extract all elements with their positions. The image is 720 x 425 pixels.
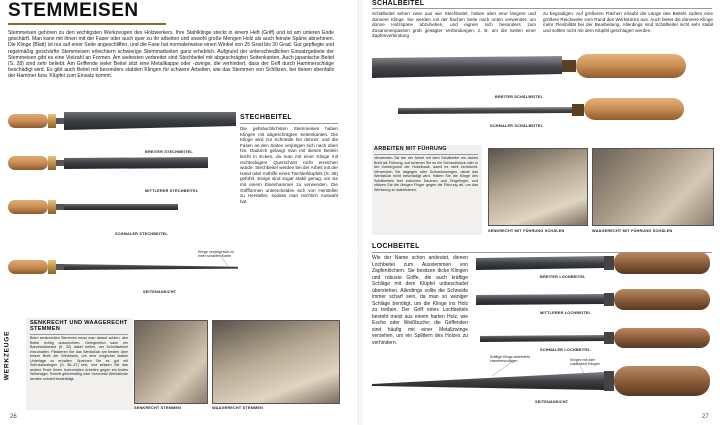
caption-medium-lochbeitel: MITTLERER LOCHBEITEL — [540, 311, 592, 315]
page-number-right: 27 — [702, 414, 709, 420]
label-narrow-stechbeitel: SCHMALER STECHBEITEL — [115, 232, 168, 236]
schaelbeitel-illustration — [372, 52, 712, 132]
schaelbeitel-text-1: Schälbeitel sehen zwar aus wie Stechbeitel, haben aber eine längere und dünnere Klinge. Sie werden mit der flachen Seite nach unten verwendet, um dünne Holzspäne abzuheben, und eignen sich besonders zum Zusammenpassen grob gesägter Verbindungen, z. B. um die Seiten einer Zapfenverbindung — [372, 11, 536, 39]
photo-senkrecht-fuehrung — [488, 148, 588, 226]
annotation-klingen: Klingen mit oder zusätzliche Klingen — [570, 358, 600, 367]
caption-wide-schaelbeitel: BREITER SCHÄLBEITEL — [495, 95, 544, 99]
photo-waagerecht-stemmen — [212, 320, 340, 404]
stechbeitel-rule — [240, 123, 338, 124]
narrow-schaelbeitel — [398, 98, 684, 120]
intro-text: Stemmeisen gehören zu den wichtigsten Werkzeugen des Holzwerkers. Ihre Stahlklinge steckt in einem Heft (Griff) und ist am unteren Ende geschärft. Man kann mit ihnen mit der Faser oder auch quer zu ihr arbeiten und sowohl große Mengen Holz als auch feinste Späne abnehmen. Die Klinge (Blatt) ist nur auf einer Seite angeschliffen, und die Fase hat normalerweise einen Winkel von 25 Grad bis 30 Grad. Gut gepflegte und regelmäßig geschärfte Stemmeisen erleichtern schwierige Stemmarbeiten ganz erheblich. Aufgrund der unterschiedlichen Einsatzgebiete der Stemmeisen gibt es eine Vielzahl an Formen. Am weitesten verbreitet sind Stechbeitel mit abgeschrägten Seitenkanten. Auch japanische Beitel (S. 28) sind sehr beliebt. Am Griffende vieler Beitel sitzt eine Metallkappe oder -zwinge, die verhindert, dass der Griff durch Hammerschläge beschädigt wird. Es gibt auch Beitel mit besonders stabilen Klingen für schwere Arbeiten, wie das Stemmen von Schlitzen, bei denen ebenfalls der Hammer bzw. Klüpfel zum Einsatz kommt. — [8, 30, 334, 80]
narrow-chisel — [8, 200, 178, 214]
senkrecht-heading: SENKRECHT UND WAAGERECHT STEMMEN — [30, 320, 128, 333]
senkrecht-rule — [30, 334, 128, 335]
annotation-kraeftige-klinge: Kräftige Klinge widersteht Hammerschlägen — [490, 355, 530, 364]
narrow-lochbeitel — [480, 328, 710, 348]
schaelbeitel-text-2: zu begradigen. Auf größeren Flächen erlaubt die Länge des Beitels zudem eine größere Reichweite vom Rand des Werkstücks aus. Auch bietet die dünnere Klinge mehr Flexibilität bei der Bearbeitung. Allerdings sind Schälbeitel nicht sehr stabil und sollten nicht mit dem Klüpfel geschlagen werden. — [543, 11, 713, 33]
lochbeitel-text: Wie der Name schon andeutet, dienen Lochbeitel zum Ausstemmen von Zapfenlöchern. Sie besitzen dicke Klingen und robuste Griffe, die auch kräftige Schläge mit dem Klüpfel unbeschadet überstehen. Allerdings sollte die Schneide immer scharf sein, da man so weniger Schläge benötigt, um die Klinge ins Holz zu treiben. Der Griff eines Lochbeitels besteht meist aus einem harten Holz, wie Esche oder Weißbuche; die Griffenden sind häufig mit einer Metallzwinge versehen, um ein Splittern des Holzes zu verhindern. — [372, 255, 468, 346]
lochbeitel-heading: LOCHBEITEL — [372, 243, 420, 250]
title-rule — [8, 23, 166, 25]
schaelbeitel-heading: SCHÄLBEITEL — [372, 0, 425, 7]
schaelbeitel-rule — [372, 8, 712, 9]
photo-waagerecht-fuehrung — [592, 148, 714, 226]
fuehrung-text: Verwenden Sie bei der Arbeit mit dem Schälbeitel ein dickes Brett als Führung, auf schenen Sie es ein Schraubstock oder in der Vordergrund der Hobelbank, damit es nicht verrutscht. Verwenden Sie dagegen oder Schraubzwingen, damit das Werkstück nicht beschädigt wird. Halten Sie die Klinge des Schälbeitels fest zwischen Daumen und Zeigefinger, und stützen Sie die übrigen Finger gegen die Führung ab, um das Werkzeug zu stabilisieren. — [374, 156, 478, 192]
page-number-left: 26 — [10, 414, 17, 420]
caption-wide-lochbeitel: BREITER LOCHBEITEL — [540, 275, 586, 279]
fuehrung-heading: ARBEITEN MIT FÜHRUNG — [374, 146, 447, 152]
caption-senkrecht-fuehrung: SENKRECHT MIT FÜHRUNG SCHÄLEN — [488, 229, 565, 233]
caption-narrow-schaelbeitel: SCHMALER SCHÄLBEITEL — [490, 124, 544, 128]
wide-chisel — [8, 112, 236, 130]
lochbeitel-illustration — [372, 250, 712, 410]
medium-chisel — [8, 156, 208, 170]
section-tab-label: WERKZEUGE — [3, 330, 11, 381]
label-side-view: SEITENANSICHT — [143, 290, 177, 294]
side-view-chisel — [8, 260, 238, 274]
wide-lochbeitel — [476, 252, 710, 274]
wide-schaelbeitel — [372, 54, 686, 78]
label-medium-stechbeitel: MITTLERER STECHBEITEL — [145, 189, 199, 193]
stechbeitel-illustration — [8, 112, 238, 302]
side-view-lochbeitel — [372, 366, 710, 396]
stechbeitel-text: Die gebräuchlichsten Stemmeisen haben Klingen mit abgeschrägten Seitenkanten. Die Klinge wird zur Schneide hin dünner, und die Fasen an den Seiten verjüngen sich nach oben hin. Dadurch gelangt man mit diesen Beiteln leicht in Ecken, da man mit einer Klinge mit rechteckigem Querschnitt nicht erreichen würde. Stechbeitel werden bei der Arbeit mit der Hand oder mithilfe eines Tischlerklüpfels (S. 35) geführt. Einige sind sogar stabil genug, um sie mit einem Eisenhammer zu verwenden. Die Griffformen unterscheiden sich von Hersteller zu Hersteller, sodass man reichlich Auswahl hat. — [240, 126, 338, 204]
caption-side-lochbeitel: SEITENANSICHT — [535, 400, 569, 404]
medium-lochbeitel — [476, 289, 710, 310]
caption-narrow-lochbeitel: SCHMALER LOCHBEITEL — [540, 348, 591, 352]
caption-senkrecht: SENKRECHT STEMMEN — [134, 406, 182, 410]
caption-waagerecht-fuehrung: WAAGERECHT MIT FÜHRUNG SCHÄLEN — [592, 229, 673, 233]
label-wide-stechbeitel: BREITER STECHBEITEL — [145, 150, 193, 154]
page-title: STEMMEISEN — [8, 0, 139, 21]
photo-senkrecht-stemmen — [134, 320, 208, 404]
caption-waagerecht: WAAGERECHT STEMMEN — [212, 406, 264, 410]
book-spine — [358, 0, 362, 425]
stechbeitel-heading: STECHBEITEL — [240, 114, 292, 121]
fuehrung-rule — [374, 154, 478, 155]
annotation-blade: Klinge verjüngt sich zu einer scharfen Kante — [198, 250, 234, 259]
senkrecht-text: Beim senkrechten Stemmen muss man darauf achten, den Beitel richtig auszurichten. Gelegentlich kann ein Bandmaßwinkel (S. 32) dabei helfen, der Schnittwinkel einzuhalten. Platzieren Sie das Werkstück am besten über einem Brett der Werkbank, um eine möglichst stabile Unterlage zu erhalten. Spannen Sie es gut mit Schraubzwingen (S. 36–37) fest, und stützen Sie das andere Ende Ihrem horizontalen Arbeiten gegen ein festes Widerlager. Schnitt gleichmäßig oder horizontal Werkstücke werden schnell beschädigt. — [30, 336, 128, 381]
